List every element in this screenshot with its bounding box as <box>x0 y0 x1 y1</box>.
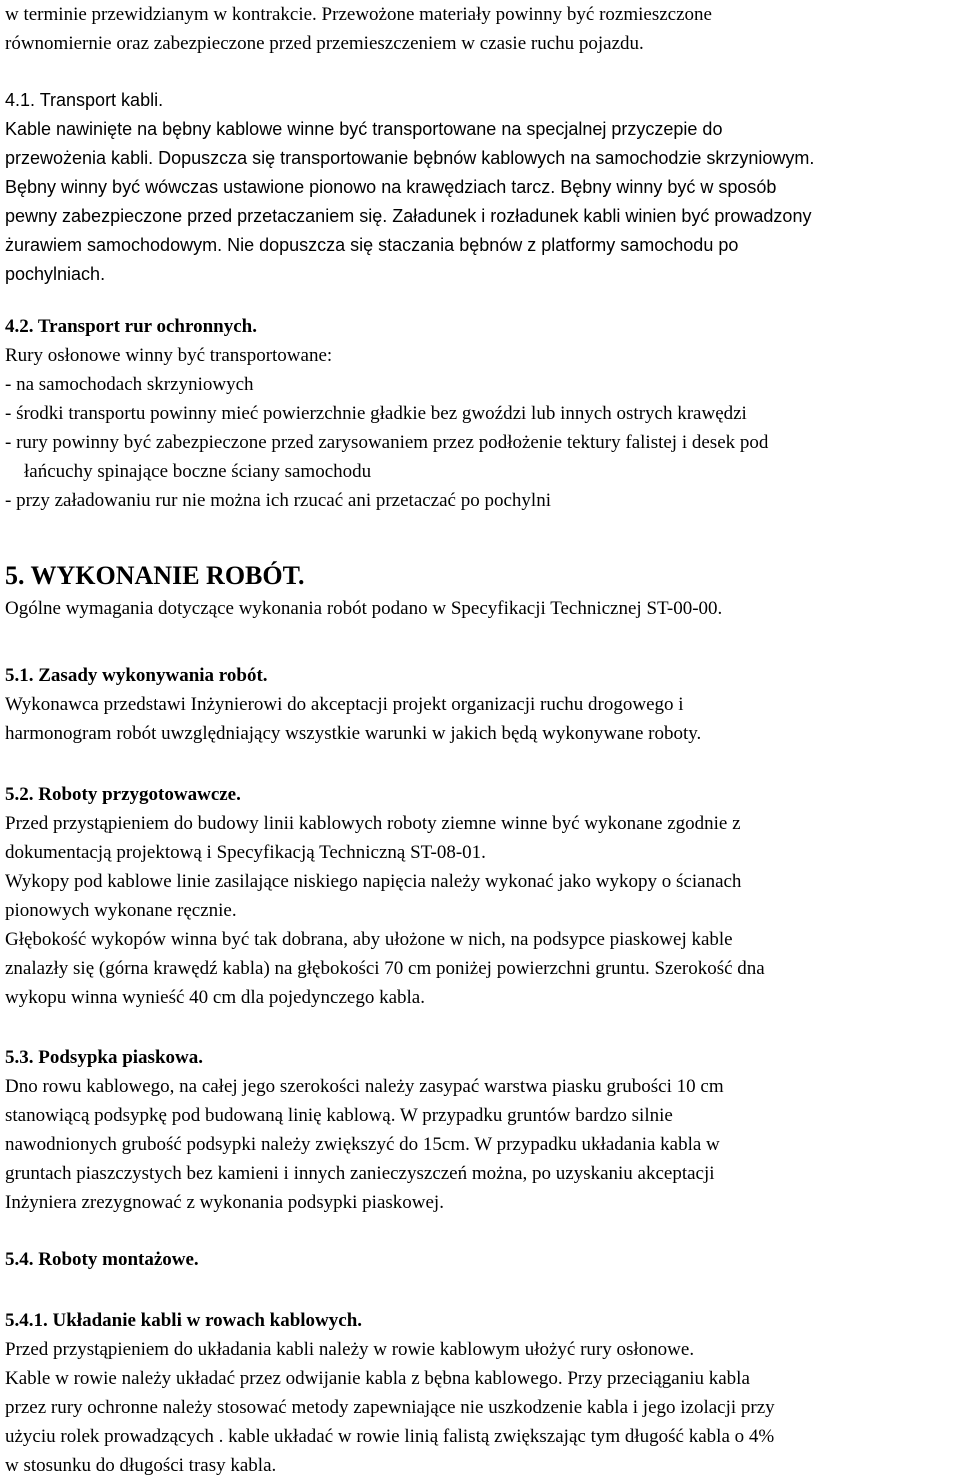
section-5 <box>5 558 722 623</box>
text-line: równomiernie oraz zabezpieczone przed przemieszczeniem w czasie ruchu pojazdu. <box>5 33 644 54</box>
section-heading: 5.1. Zasady wykonywania robót. <box>5 665 268 686</box>
text-line: wykopu winna wynieść 40 cm dla pojedynczego kabla. <box>5 987 425 1008</box>
section-5-4-1 <box>5 1306 775 1480</box>
text-line: stanowiącą podsypkę pod budowaną linię kablową. W przypadku gruntów bardzo silnie <box>5 1105 673 1126</box>
text-line: Przed przystąpieniem do budowy linii kablowych roboty ziemne winne być wykonane zgodnie z <box>5 813 741 834</box>
section-heading: 4.1. Transport kabli. <box>5 90 164 110</box>
text-line: w terminie przewidzianym w kontrakcie. Przewożone materiały powinny być rozmieszczone <box>5 4 712 25</box>
text-line: pochylniach. <box>5 264 106 284</box>
text-line: żurawiem samochodowym. Nie dopuszcza się staczania bębnów z platformy samochodu po <box>5 235 739 255</box>
section-heading: 5.4. Roboty montażowe. <box>5 1249 199 1270</box>
text-line: Dno rowu kablowego, na całej jego szerokości należy zasypać warstwa piasku grubości 10 cm <box>5 1076 724 1097</box>
section-5-3 <box>5 1043 724 1217</box>
text-line: Przed przystąpieniem do układania kabli należy w rowie kablowym ułożyć rury osłonowe. <box>5 1339 695 1360</box>
section-heading: 5.3. Podsypka piaskowa. <box>5 1047 203 1068</box>
list-item: - środki transportu powinny mieć powierzchnie gładkie bez gwoździ lub innych ostrych krawędzi <box>5 403 747 424</box>
text-line: pewny zabezpieczone przed przetaczaniem się. Załadunek i rozładunek kabli winien być prowadzony <box>5 206 812 226</box>
text-line: pionowych wykonane ręcznie. <box>5 900 237 921</box>
section-heading: 5.4.1. Układanie kabli w rowach kablowych. <box>5 1310 363 1331</box>
section-5-2 <box>5 780 765 1012</box>
text-line: gruntach piaszczystych bez kamieni i innych zanieczyszczeń można, po uzyskaniu akceptacji <box>5 1163 715 1184</box>
section-4-1 <box>5 86 814 289</box>
section-4-2 <box>5 312 768 515</box>
section-heading: 4.2. Transport rur ochronnych. <box>5 316 257 337</box>
text-line: Wykopy pod kablowe linie zasilające niskiego napięcia należy wykonać jako wykopy o ścianach <box>5 871 742 892</box>
text-line: przez rury ochronne należy stosować metody zapewniające nie uszkodzenie kabla i jego izolacji przy <box>5 1397 775 1418</box>
text-line: Kable nawinięte na bębny kablowe winne być transportowane na specjalnej przyczepie do <box>5 119 723 139</box>
text-line: Bębny winny być wówczas ustawione pionowo na krawędziach tarcz. Bębny winny być w sposób <box>5 177 777 197</box>
text-line: przewożenia kabli. Dopuszcza się transportowanie bębnów kablowych na samochodzie skrzyniowym. <box>5 148 815 168</box>
list-item: - przy załadowaniu rur nie można ich rzucać ani przetaczać po pochylni <box>5 490 551 511</box>
text-line: Głębokość wykopów winna być tak dobrana, aby ułożone w nich, na podsypce piaskowej kable <box>5 929 733 950</box>
text-line: użyciu rolek prowadzących . kable układać w rowie linią falistą zwiększając tym długość kabla o 4% <box>5 1426 775 1447</box>
text-line: Ogólne wymagania dotyczące wykonania robót podano w Specyfikacji Technicznej ST-00-00. <box>5 598 723 619</box>
section-5-1 <box>5 661 701 748</box>
text-line: harmonogram robót uwzględniający wszystkie warunki w jakich będą wykonywane roboty. <box>5 723 702 744</box>
text-line: znalazły się (górna krawędź kabla) na głębokości 70 cm poniżej powierzchni gruntu. Szerokość dna <box>5 958 765 979</box>
text-line: w stosunku do długości trasy kabla. <box>5 1455 277 1476</box>
list-item: łańcuchy spinające boczne ściany samochodu <box>24 461 372 482</box>
section-5-4 <box>5 1245 199 1274</box>
section-heading: 5.2. Roboty przygotowawcze. <box>5 784 241 805</box>
text-line: Rury osłonowe winny być transportowane: <box>5 345 333 366</box>
intro-block <box>5 0 712 58</box>
list-item: - rury powinny być zabezpieczone przed zarysowaniem przez podłożenie tektury falistej i desek pod <box>5 432 769 453</box>
text-line: Kable w rowie należy układać przez odwijanie kabla z bębna kablowego. Przy przeciąganiu kabla <box>5 1368 750 1389</box>
text-line: Inżyniera zrezygnować z wykonania podsypki piaskowej. <box>5 1192 444 1213</box>
text-line: nawodnionych grubość podsypki należy zwiększyć do 15cm. W przypadku układania kabla w <box>5 1134 720 1155</box>
text-line: Wykonawca przedstawi Inżynierowi do akceptacji projekt organizacji ruchu drogowego i <box>5 694 684 715</box>
text-line: dokumentacją projektową i Specyfikacją Techniczną ST-08-01. <box>5 842 486 863</box>
chapter-heading: 5. WYKONANIE ROBÓT. <box>5 561 305 590</box>
list-item: - na samochodach skrzyniowych <box>5 374 254 395</box>
